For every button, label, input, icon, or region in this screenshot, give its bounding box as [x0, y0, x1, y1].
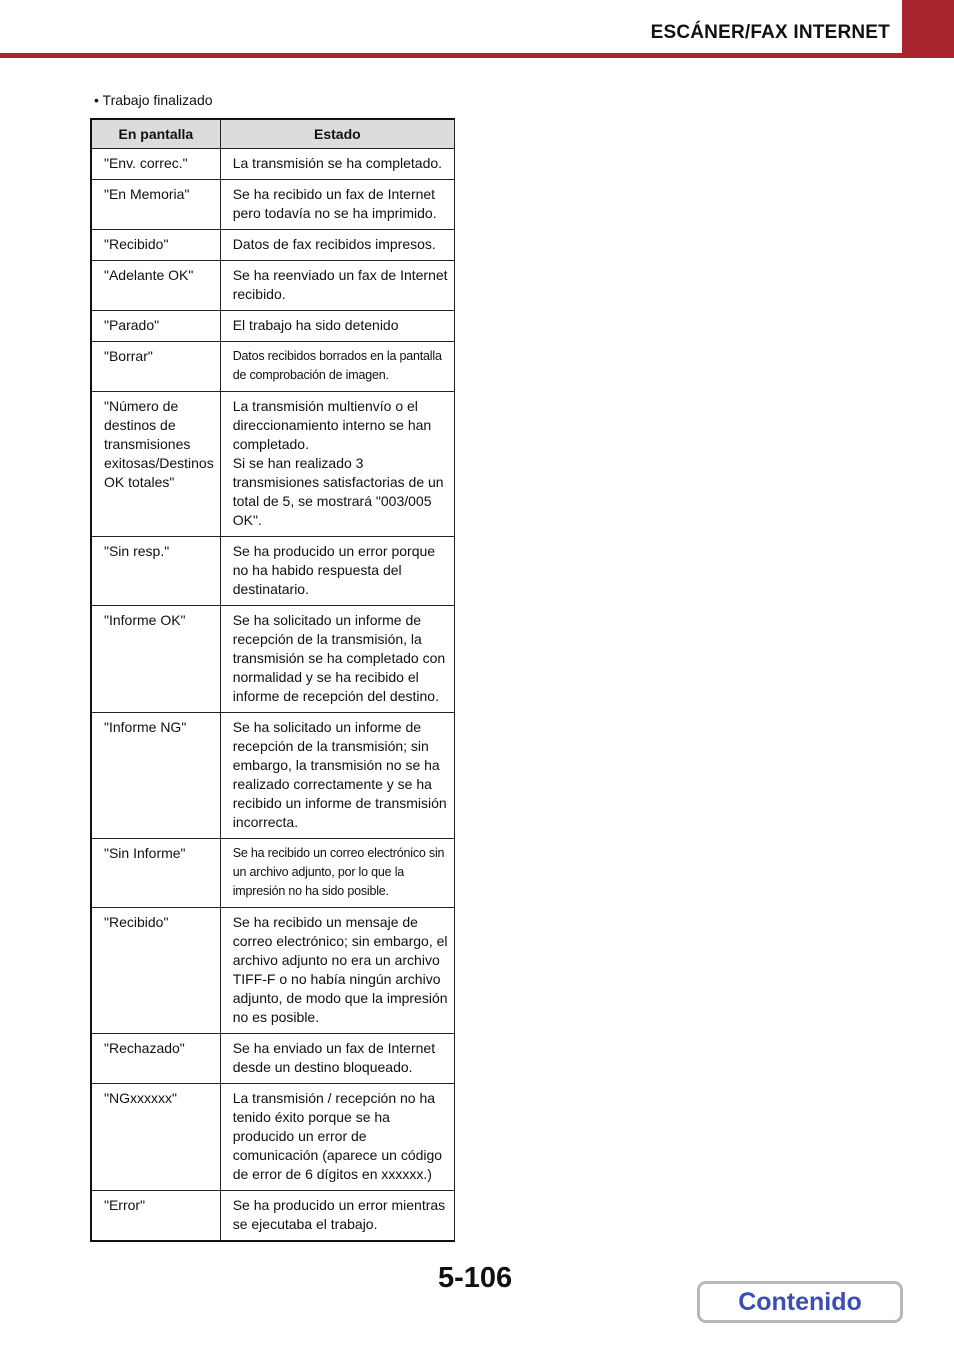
cell-screen: "Recibido": [91, 230, 220, 261]
table-header-row: [91, 119, 455, 149]
table-row: [91, 311, 455, 342]
status-table: [90, 118, 455, 1242]
cell-status: El trabajo ha sido detenido: [220, 311, 454, 342]
cell-status: Se ha recibido un fax de Internet pero todavía no se ha imprimido.: [220, 180, 454, 230]
cell-screen: "Informe NG": [91, 713, 220, 839]
cell-screen: "Borrar": [91, 342, 220, 392]
cell-status: Datos recibidos borrados en la pantalla de comprobación de imagen.: [220, 342, 454, 392]
contents-button[interactable]: [697, 1281, 903, 1323]
page-number: 5-106: [438, 1262, 513, 1294]
table-row: [91, 839, 455, 908]
column-header-status: Estado: [220, 119, 454, 149]
table-row: [91, 261, 455, 311]
table-row: [91, 1034, 455, 1084]
contents-button-label: Contenido: [738, 1287, 862, 1316]
table-row: [91, 537, 455, 606]
cell-status: Se ha reenviado un fax de Internet recibido.: [220, 261, 454, 311]
table-row: [91, 342, 455, 392]
section-title: ESCÁNER/FAX INTERNET: [650, 22, 890, 43]
cell-status: Se ha recibido un mensaje de correo electrónico; sin embargo, el archivo adjunto no era un archivo TIFF-F o no había ningún archivo adjunto, de modo que la impresión no es posible.: [220, 908, 454, 1034]
cell-status: La transmisión / recepción no ha tenido éxito porque se ha producido un error de comunicación (aparece un código de error de 6 dígitos en xxxxxx.): [220, 1084, 454, 1191]
cell-screen: "Error": [91, 1191, 220, 1242]
cell-status: Datos de fax recibidos impresos.: [220, 230, 454, 261]
cell-screen: "Sin Informe": [91, 839, 220, 908]
cell-status: Se ha solicitado un informe de recepción de la transmisión, la transmisión se ha completado con normalidad y se ha recibido el informe de recepción del destino.: [220, 606, 454, 713]
cell-screen: "Env. correc.": [91, 149, 220, 180]
table-row: [91, 1084, 455, 1191]
cell-status: Se ha producido un error porque no ha habido respuesta del destinatario.: [220, 537, 454, 606]
header-divider: [0, 53, 954, 58]
table-row: [91, 1191, 455, 1242]
cell-status: Se ha recibido un correo electrónico sin un archivo adjunto, por lo que la impresión no ha sido posible.: [220, 839, 454, 908]
table-row: [91, 908, 455, 1034]
cell-screen: "Recibido": [91, 908, 220, 1034]
cell-screen: "En Memoria": [91, 180, 220, 230]
cell-screen: "Informe OK": [91, 606, 220, 713]
cell-screen: "NGxxxxxx": [91, 1084, 220, 1191]
cell-status: La transmisión se ha completado.: [220, 149, 454, 180]
table-row: [91, 392, 455, 537]
chapter-tab: [902, 0, 954, 54]
cell-screen: "Adelante OK": [91, 261, 220, 311]
table-row: [91, 606, 455, 713]
subsection-title: • Trabajo finalizado: [94, 92, 213, 108]
table-row: [91, 180, 455, 230]
table-row: [91, 149, 455, 180]
table-row: [91, 230, 455, 261]
cell-screen: "Sin resp.": [91, 537, 220, 606]
cell-screen: "Número de destinos de transmisiones exitosas/Destinos OK totales": [91, 392, 220, 537]
cell-screen: "Rechazado": [91, 1034, 220, 1084]
cell-status: Se ha solicitado un informe de recepción de la transmisión; sin embargo, la transmisión no se ha realizado correctamente y se ha recibido un informe de transmisión incorrecta.: [220, 713, 454, 839]
cell-screen: "Parado": [91, 311, 220, 342]
cell-status: Se ha producido un error mientras se ejecutaba el trabajo.: [220, 1191, 454, 1242]
cell-status: Se ha enviado un fax de Internet desde un destino bloqueado.: [220, 1034, 454, 1084]
cell-status: La transmisión multienvío o el direccionamiento interno se han completado. Si se han realizado 3 transmisiones satisfactorias de un total de 5, se mostrará "003/005 OK".: [220, 392, 454, 537]
column-header-screen: En pantalla: [91, 119, 220, 149]
table-row: [91, 713, 455, 839]
